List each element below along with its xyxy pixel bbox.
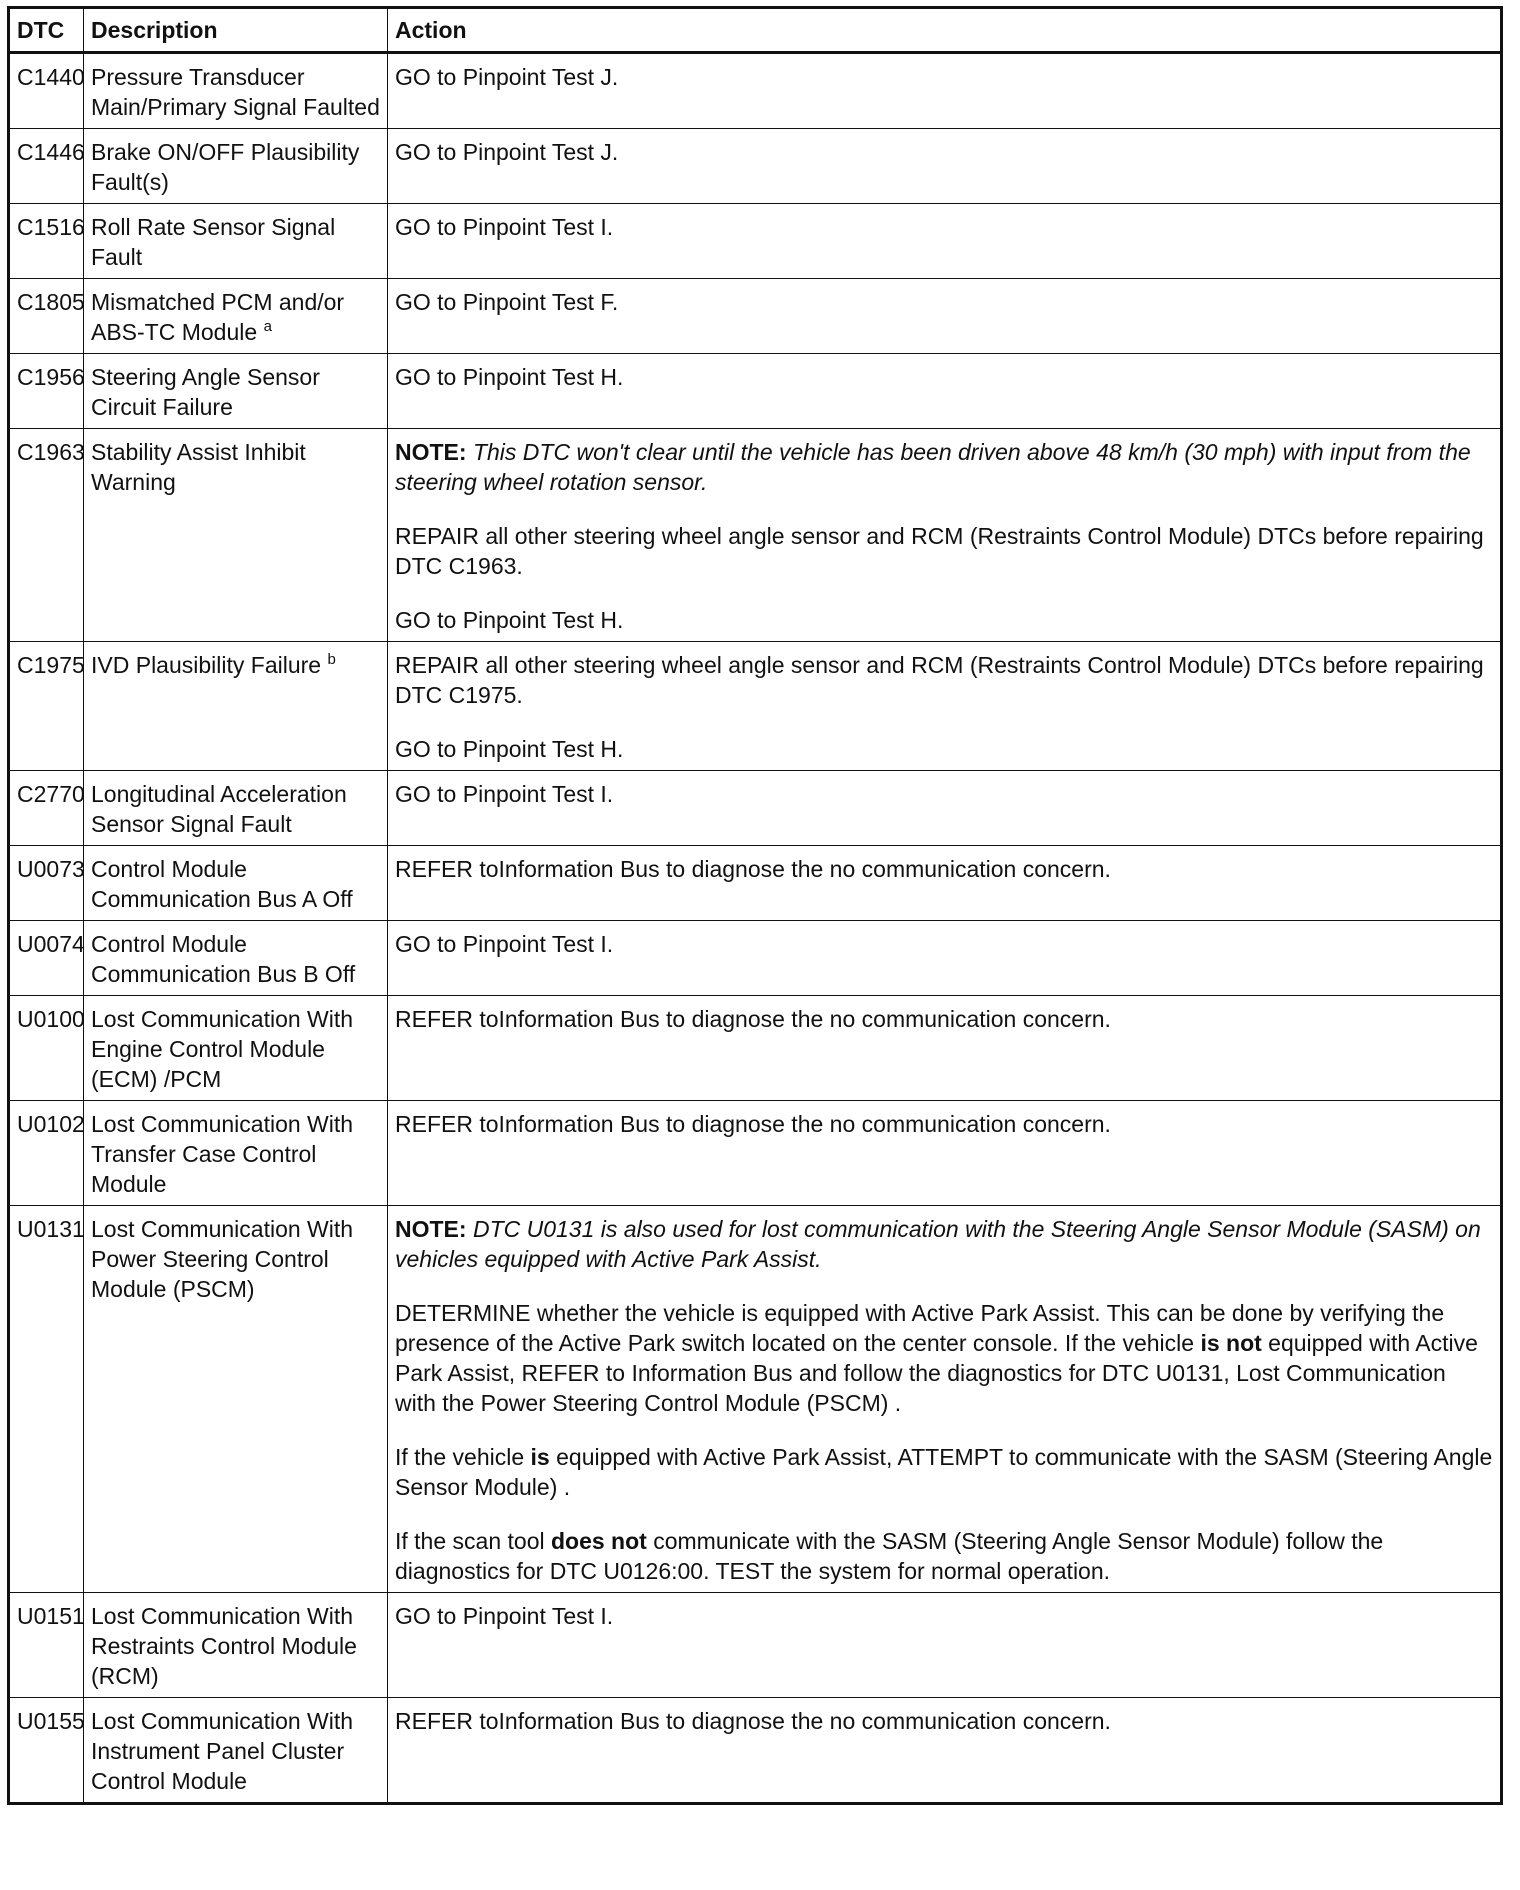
- dtc-action-cell: [388, 771, 1502, 846]
- emphasis-text: is not: [1200, 1330, 1262, 1356]
- dtc-description-cell: [84, 1101, 388, 1206]
- table-row: [9, 996, 1502, 1101]
- action-text: GO to Pinpoint Test I.: [395, 214, 614, 240]
- action-text: REPAIR all other steering wheel angle sensor and RCM (Restraints Control Module) DTCs before repairing DTC C1975.: [395, 652, 1484, 708]
- action-text: REFER toInformation Bus to diagnose the no communication concern.: [395, 1111, 1111, 1137]
- action-paragraph: [395, 605, 1493, 635]
- action-paragraph: [395, 62, 1493, 92]
- dtc-action-cell: [388, 1206, 1502, 1593]
- action-text: GO to Pinpoint Test I.: [395, 781, 614, 807]
- table-row: [9, 846, 1502, 921]
- dtc-action-cell: [388, 1101, 1502, 1206]
- note-text: DTC U0131 is also used for lost communication with the Steering Angle Sensor Module (SASM) on vehicles equipped with Active Park Assist.: [395, 1216, 1481, 1272]
- emphasis-text: does not: [550, 1528, 647, 1554]
- dtc-description-text: Roll Rate Sensor Signal Fault: [91, 214, 336, 270]
- action-paragraph: [395, 854, 1493, 884]
- dtc-code-cell: U0100: [9, 996, 84, 1101]
- action-paragraph: [395, 1706, 1493, 1736]
- header-description: Description: [84, 8, 388, 53]
- dtc-description-text: Control Module Communication Bus A Off: [91, 856, 353, 912]
- dtc-description-cell: [84, 771, 388, 846]
- dtc-description-cell: [84, 129, 388, 204]
- action-paragraph: [395, 1004, 1493, 1034]
- action-text: GO to Pinpoint Test J.: [395, 64, 619, 90]
- dtc-code-cell: C1805: [9, 279, 84, 354]
- action-text: communicate with the SASM (Steering Angle Sensor Module) follow the diagnostics for DTC U0126:00. TEST the system for normal operation.: [395, 1528, 1384, 1584]
- dtc-code-cell: U0074: [9, 921, 84, 996]
- action-paragraph: [395, 521, 1493, 581]
- dtc-description-cell: [84, 846, 388, 921]
- action-text: equipped with Active Park Assist, REFER to Information Bus and follow the diagnostics for DTC U0131, Lost Communication with the Power Steering Control Module (PSCM) .: [395, 1330, 1478, 1416]
- dtc-description-cell: [84, 429, 388, 642]
- action-paragraph: [395, 1214, 1493, 1274]
- action-paragraph: [395, 212, 1493, 242]
- action-paragraph: [395, 437, 1493, 497]
- action-text: REFER toInformation Bus to diagnose the no communication concern.: [395, 856, 1111, 882]
- dtc-description-text: Lost Communication With Instrument Panel Cluster Control Module: [91, 1708, 354, 1794]
- action-text: REFER toInformation Bus to diagnose the no communication concern.: [395, 1708, 1111, 1734]
- dtc-action-cell: [388, 921, 1502, 996]
- header-dtc: DTC: [9, 8, 84, 53]
- dtc-description-cell: [84, 354, 388, 429]
- table-row: [9, 1101, 1502, 1206]
- action-text: DETERMINE whether the vehicle is equipped with Active Park Assist. This can be done by verifying the presence of the Active Park switch located on the center console. If the vehicle: [395, 1300, 1445, 1356]
- dtc-action-cell: [388, 642, 1502, 771]
- header-action: Action: [388, 8, 1502, 53]
- dtc-action-cell: [388, 1698, 1502, 1804]
- dtc-description-text: Brake ON/OFF Plausibility Fault(s): [91, 139, 360, 195]
- table-row: [9, 354, 1502, 429]
- dtc-description-cell: [84, 53, 388, 129]
- dtc-description-cell: [84, 996, 388, 1101]
- action-paragraph: [395, 137, 1493, 167]
- dtc-code-cell: U0151: [9, 1593, 84, 1698]
- table-row: [9, 642, 1502, 771]
- action-text: equipped with Active Park Assist, ATTEMPT to communicate with the SASM (Steering Angle Sensor Module) .: [395, 1444, 1493, 1500]
- table-row: [9, 53, 1502, 129]
- dtc-action-cell: [388, 1593, 1502, 1698]
- dtc-description-text: Steering Angle Sensor Circuit Failure: [91, 364, 320, 420]
- dtc-code-cell: U0073: [9, 846, 84, 921]
- action-text: If the scan tool: [395, 1528, 551, 1554]
- dtc-description-cell: [84, 1698, 388, 1804]
- footnote-marker: a: [263, 318, 272, 335]
- action-paragraph: [395, 650, 1493, 710]
- dtc-table: [7, 6, 1503, 1805]
- dtc-description-text: Lost Communication With Restraints Control Module (RCM): [91, 1603, 357, 1689]
- dtc-description-cell: [84, 1593, 388, 1698]
- dtc-description-cell: [84, 921, 388, 996]
- note-label: NOTE:: [395, 1216, 473, 1242]
- action-text: GO to Pinpoint Test I.: [395, 931, 614, 957]
- table-row: [9, 279, 1502, 354]
- note-label: NOTE:: [395, 439, 473, 465]
- action-paragraph: [395, 1109, 1493, 1139]
- action-text: GO to Pinpoint Test H.: [395, 364, 624, 390]
- dtc-code-cell: C2770: [9, 771, 84, 846]
- dtc-action-cell: [388, 204, 1502, 279]
- dtc-description-text: Lost Communication With Power Steering Control Module (PSCM): [91, 1216, 354, 1302]
- dtc-description-text: Lost Communication With Transfer Case Control Module: [91, 1111, 354, 1197]
- action-paragraph: [395, 1442, 1493, 1502]
- dtc-description-text: Lost Communication With Engine Control Module (ECM) /PCM: [91, 1006, 354, 1092]
- table-body: [9, 53, 1502, 1804]
- action-text: GO to Pinpoint Test I.: [395, 1603, 614, 1629]
- dtc-action-cell: [388, 996, 1502, 1101]
- action-paragraph: [395, 734, 1493, 764]
- action-paragraph: [395, 779, 1493, 809]
- dtc-action-cell: [388, 53, 1502, 129]
- dtc-description-cell: [84, 279, 388, 354]
- dtc-action-cell: [388, 129, 1502, 204]
- dtc-action-cell: [388, 429, 1502, 642]
- dtc-description-text: IVD Plausibility Failure: [91, 652, 322, 678]
- dtc-code-cell: C1963: [9, 429, 84, 642]
- table-row: [9, 1698, 1502, 1804]
- dtc-code-cell: U0102: [9, 1101, 84, 1206]
- dtc-description-text: Mismatched PCM and/or ABS-TC Module: [91, 289, 345, 345]
- dtc-code-cell: U0131: [9, 1206, 84, 1593]
- dtc-action-cell: [388, 846, 1502, 921]
- note-text: This DTC won't clear until the vehicle has been driven above 48 km/h (30 mph) with input from the steering wheel rotation sensor.: [395, 439, 1471, 495]
- table-row: [9, 921, 1502, 996]
- action-text: If the vehicle: [395, 1444, 531, 1470]
- action-text: REPAIR all other steering wheel angle sensor and RCM (Restraints Control Module) DTCs before repairing DTC C1963.: [395, 523, 1484, 579]
- table-row: [9, 204, 1502, 279]
- dtc-description-cell: [84, 204, 388, 279]
- action-text: REFER toInformation Bus to diagnose the no communication concern.: [395, 1006, 1111, 1032]
- dtc-description-text: Control Module Communication Bus B Off: [91, 931, 356, 987]
- action-text: GO to Pinpoint Test H.: [395, 607, 624, 633]
- dtc-code-cell: C1956: [9, 354, 84, 429]
- table-row: [9, 129, 1502, 204]
- action-paragraph: [395, 1526, 1493, 1586]
- dtc-code-cell: C1440: [9, 53, 84, 129]
- dtc-description-text: Longitudinal Acceleration Sensor Signal Fault: [91, 781, 347, 837]
- dtc-action-cell: [388, 354, 1502, 429]
- dtc-code-cell: C1446: [9, 129, 84, 204]
- action-paragraph: [395, 1298, 1493, 1418]
- table-row: [9, 771, 1502, 846]
- dtc-description-cell: [84, 642, 388, 771]
- dtc-description-text: Pressure Transducer Main/Primary Signal Faulted: [91, 64, 380, 120]
- action-text: GO to Pinpoint Test F.: [395, 289, 619, 315]
- action-paragraph: [395, 1601, 1493, 1631]
- action-paragraph: [395, 287, 1493, 317]
- footnote-marker: b: [327, 651, 336, 668]
- dtc-description-text: Stability Assist Inhibit Warning: [91, 439, 306, 495]
- emphasis-text: is: [530, 1444, 550, 1470]
- table-row: [9, 1593, 1502, 1698]
- action-text: GO to Pinpoint Test H.: [395, 736, 624, 762]
- dtc-description-cell: [84, 1206, 388, 1593]
- action-paragraph: [395, 362, 1493, 392]
- dtc-code-cell: C1516: [9, 204, 84, 279]
- dtc-code-cell: U0155: [9, 1698, 84, 1804]
- dtc-code-cell: C1975: [9, 642, 84, 771]
- dtc-action-cell: [388, 279, 1502, 354]
- table-header-row: [9, 8, 1502, 53]
- table-row: [9, 1206, 1502, 1593]
- action-text: GO to Pinpoint Test J.: [395, 139, 619, 165]
- action-paragraph: [395, 929, 1493, 959]
- table-row: [9, 429, 1502, 642]
